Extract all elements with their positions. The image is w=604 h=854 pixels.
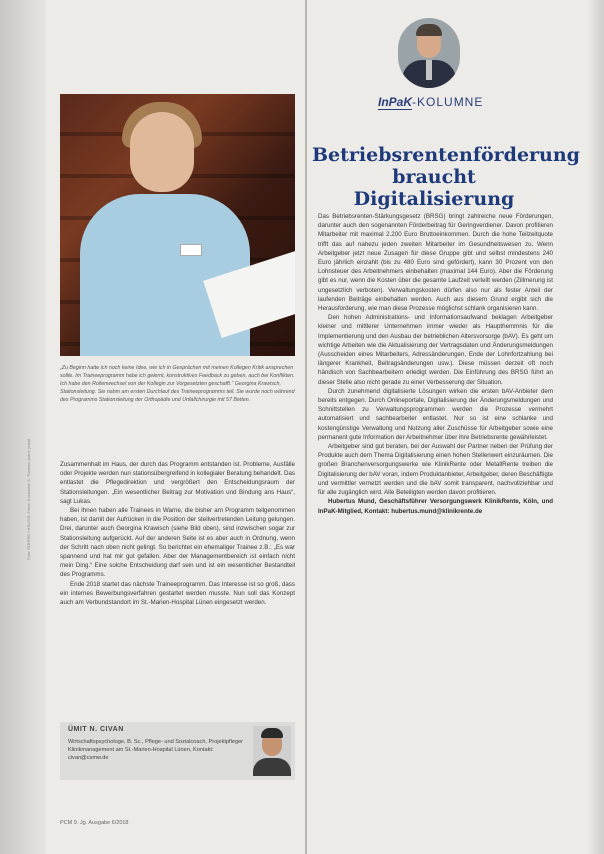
page-edge-right bbox=[588, 0, 604, 854]
page-edge-left bbox=[0, 0, 46, 854]
paragraph: Ende 2018 startet das nächste Traineeprogramm. Das Interesse ist so groß, dass ein internes Bewerbungsverfahren gestartet werden musste. Nun soll das Konzept auch am Verbundstandort im St.-Marien-Hospital Lünen eingesetzt werden. bbox=[60, 580, 295, 607]
right-article-text bbox=[318, 212, 553, 516]
paragraph: Arbeitgeber sind gut beraten, bei der Auswahl der Partner neben der Prüfung der Produkte auch dem Thema Digitalisierung einen hohen Stellenwert einzuräumen. Die großen Branchenversorgungswerke wie KlinikRente oder MetallRente treiben die Digitalisierung der bAV voran, indem Produktanbieter, Arbeitgeber, deren Beschäftigte und vermittler vernetzt werden und die bAV somit transparent, nachvollziehbar und für alle zugänglich wird. Alle Beteiligten werden davon profitieren. bbox=[318, 443, 553, 497]
author-signature: Hubertus Mund, Geschäftsführer Versorgungswerk KlinikRente, Köln, und InPaK-Mitglied, Kontakt: hubertus.mund@klinikrente.de bbox=[318, 498, 553, 515]
columnist-avatar bbox=[398, 18, 460, 88]
author-avatar bbox=[253, 726, 291, 776]
page-spread-divider bbox=[305, 0, 307, 854]
author-box bbox=[60, 722, 295, 780]
column-label-text: -KOLUMNE bbox=[412, 95, 484, 109]
photo-caption: „Zu Beginn hatte ich noch keine Idee, wie ich in Gesprächen mit meinen Kollegen Kritik ansprechen sollte. Im Traineeprogramm habe ich gelernt, konstruktives Feedback zu geben, auch bei Konflikten. Ich habe den Rollenwechsel von der Kollegin zur Vorgesetzten geschafft.“ Georgina Krawisch, Stationsleitung. Sie nahm am ersten Durchlauf des Traineeprogramms teil. Sie wurde noch während des Programms Stationsleitung der Orthopädie und Unfallchirurgie mit 57 Betten. bbox=[60, 365, 295, 403]
inpak-logo: InPaK bbox=[378, 95, 413, 109]
author-name: ÜMIT N. CIVAN bbox=[68, 726, 124, 733]
photo-credit: Foto: ROHRIG / HELIOS; Fotos: Kolumnist: A. Thomas; Autor: privat bbox=[26, 438, 31, 560]
paragraph: Zusammenhalt im Haus, der durch das Programm entstanden ist. Probleme, Ausfälle oder Projekte werden nun stationsübergreifend in kollegialer Beratung behandelt. Das entlastet die Pflegedirektion und vergrößert den Entscheidungsraum der Stationsleitungen. „Ein wesentlicher Beitrag zur Motivation und Bindung ans Haus“, sagt Lukas. bbox=[60, 461, 295, 505]
paragraph: Durch zunehmend digitalisierte Lösungen wirken die ersten bAV-Anbieter dem bereits entgegen. Durch Onlineportale, Digitalisierung der Änderungsmeldungen und Schnittstellen zu Verwaltungsprogrammen werden die Prozesse vermehrt automatisiert und sachbearbeiter entlastet. Nur so ist eine schlanke und kostengünstige Verwaltung und Nutzung aller Zuschüsse für Arbeitgeber sowie eine permanent gute Information der Arbeitnehmer über ihre Betriebsrente gewährleistet. bbox=[318, 387, 553, 441]
column-label bbox=[378, 95, 483, 109]
page-footer: PCM 9. Jg. Ausgabe 6/2018 bbox=[60, 820, 129, 826]
paragraph: Das Betriebsrenten-Stärkungsgesetz (BRSG) bringt zahlreiche neue Förderungen, darunter auch den sogenannten Förderbeitrag für Geringverdiener. Davon profitieren Mitarbeiter mit maximal 2.200 Euro Bruttoeinkommen. Durch die hohe Teilzeitquote trifft das auf nahezu jeden zweiten Mitarbeiter im Gesundheitswesen zu. Wenn Arbeitgeber jetzt neue Zusagen für diese Gruppe gibt und selbst mindestens 240 Euro jährlich einzahlt (bis zu 480 Euro sind gefördert), kann 30 Prozent von den Lohnsteuer des Arbeitnehmers einbehalten (maximal 144 Euro). Aber die Förderung gibt es nur, wenn die Kosten über die gesamte Laufzeit verteilt werden (Zillmerung ist ungesetzlich verboten). Verwaltungskosten dürfen also nur als fester Anteil der laufenden Beiträge einbehalten werden. Auch aus diesem Grund ergibt sich die Herausforderung, wie man diese Prozesse möglichst schlank organisieren kann. bbox=[318, 213, 553, 313]
article-headline: Betriebsrentenförderung braucht Digitalisierung bbox=[312, 144, 580, 210]
nurse-photo bbox=[60, 94, 295, 356]
left-article-text bbox=[60, 460, 295, 607]
paragraph: Den hohen Administrations- und Informationsaufwand beklagen Arbeitgeber kleiner und mittlerer Unternehmen immer wieder als Haupthemmnis für die Implementierung und den Ausbau der betrieblichen Altersvorsorge (bAV). Es geht um wichtige Arbeiten wie die Aktualisierung der Vertragsdaten und Änderungsmeldungen (Ausscheiden eines Mitarbeiters, Adressänderungen, Ende der Lohnfortzahlung bei längerer Krankheit, Beitragsänderungen usw.). Diese müssen derzeit oft noch händisch von Sachbearbeitern erledigt werden. Die Einführung des BRSG führt an dieser Stelle also nicht gerade zu einer Verbesserung der Situation. bbox=[318, 314, 553, 386]
author-bio: Wirtschaftspsychologe, B. Sc., Pflege- und Sozialcoach, Projektpfleger Klinikmanagement am St.-Marien-Hospital Lünen, Kontakt: civan@csmw.de bbox=[68, 739, 244, 762]
paragraph: Bei Ihnen haben alle Trainees in Warne, die bisher am Programm teilgenommen haben, ist damit der Aufrücken in die Position der stellvertretenden Leitung gelungen. Drei, darunter auch Georgina Krawisch (siehe Bild oben), sind inzwischen sogar zur Stationsleitung aufgerückt. Auf der anderen Seite ist es aber auch in Ordnung, wenn der Schritt nach oben nicht gelingt. So berichtet ein ehemaliger Trainee z.B.: „Es war spannend und hat mir gut gefallen. Aber der Managementbereich ist einfach nicht mein Ding.“ Eine solche Entscheidung darf sein und ist ein wesentlicher Bestandteil des Programms. bbox=[60, 507, 295, 579]
